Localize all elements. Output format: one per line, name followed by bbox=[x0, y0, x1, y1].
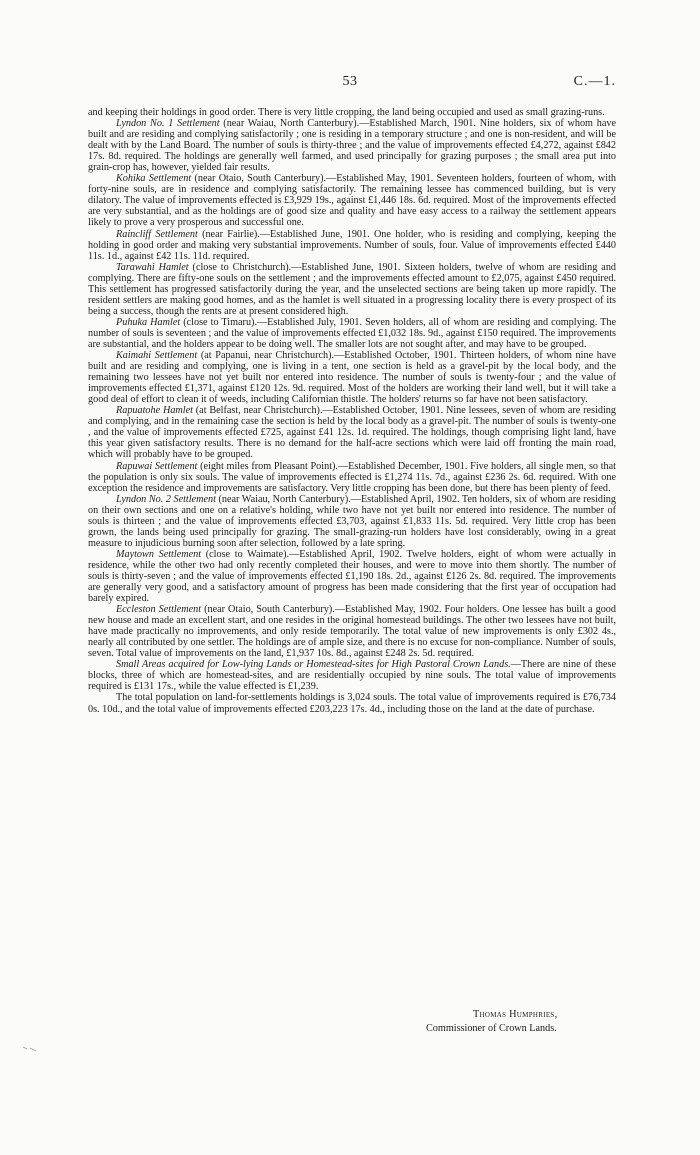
settlement-title: Raincliff Settlement bbox=[116, 228, 198, 240]
paragraph-rapuatohe: Rapuatohe Hamlet (at Belfast, near Christchurch).—Established October, 1901. Nine lessees, seven of whom are residing and complying, and in the remaining case the section is held by the local body as a gravel-pit. The number of souls is twenty-one , and the value of improvements effected £725, against £41 12s. 1d. required. The holdings, though comprising light land, have this year given satisfactory results. There is no demand for the half-acre sections which were laid off fronting the main road, which will probably have to be grouped. bbox=[88, 405, 616, 461]
page-number: 53 bbox=[342, 74, 358, 89]
document-reference: C.—1. bbox=[573, 74, 616, 89]
paragraph-kohika: Kohika Settlement (near Otaio, South Canterbury).—Established May, 1901. Seventeen holders, fourteen of whom, with forty-nine souls, are in residence and complying satisfactorily. The remaining lessee has commenced building, but is very dilatory. The value of improvements effected is £3,929 19s., against £1,446 18s. 6d. required. Most of the improvements effected are very substantial, and as the holdings are of good size and quality and have easy access to a railway the settlement appears likely to prove a very prosperous and successful one. bbox=[88, 173, 616, 229]
signatory-name: Thomas Humphries, bbox=[473, 1009, 558, 1020]
settlement-title: Puhuka Hamlet bbox=[116, 316, 181, 328]
paragraph-summary: The total population on land-for-settlements holdings is 3,024 souls. The total value of improvements required is £76,734 0s. 10d., and the total value of improvements effected £203,223 17s. 4d., including those on the land at the date of purchase. bbox=[88, 692, 616, 715]
paragraph-lyndon-2: Lyndon No. 2 Settlement (near Waiau, North Canterbury).—Established April, 1902. Ten holders, six of whom are residing on their own sections and one on a relative's holding, while two have not yet built nor entered into residence. The number of souls is thirteen ; and the value of improvements effected £3,703, against £1,833 11s. 5d. required. Very little crop has been grown, the lands being used principally for grazing. The small-grazing-run holders have lost considerably, owing in a great measure to injudicious burning soon after selection, followed by a late spring. bbox=[88, 493, 616, 549]
paragraph-raincliff: Raincliff Settlement (near Fairlie).—Established June, 1901. One holder, who is residing and complying, keeping the holding in good order and making very substantial improvements. Number of souls, four. Value of improvements effected £440 11s. 1d., against £42 11s. 11d. required. bbox=[88, 228, 617, 262]
settlement-title: Kaimahi Settlement bbox=[116, 350, 198, 362]
paragraph-tarawahi: Tarawahi Hamlet (close to Christchurch).—Established June, 1901. Sixteen holders, twelve of whom are residing and complying. There are fifty-one souls on the settlement ; and the improvements effected amount to £2,075, against £450 required. This settlement has progressed satisfactorily during the year, and the unselected sections are being taken up more rapidly. The resident settlers are making good homes, and as the hamlet is well situated in a progressing locality there is every prospect of its being a success, though the rents are at present considered high. bbox=[88, 261, 617, 317]
settlement-title: Kohika Settlement bbox=[116, 173, 192, 185]
settlement-title: Eccleston Settlement bbox=[116, 604, 202, 616]
section-title: Small Areas acquired for Low-lying Lands or Homestead-sites for High Pastoral Crown Lands. bbox=[116, 659, 511, 671]
paragraph-lyndon-1: Lyndon No. 1 Settlement (near Waiau, North Canterbury).—Established March, 1901. Nine holders, six of whom have built and are residing and complying satisfactorily ; one is residing in a temporary structure ; and one is non-resident, and will be dealt with by the Land Board. The number of souls is thirty-three ; and the value of improvements effected £4,272, against £842 17s. 8d. required. The holdings are generally well farmed, and used principally for grazing purposes ; the small area put into grain-crop has, however, yielded fair results. bbox=[88, 118, 616, 174]
paragraph-kaimahi: Kaimahi Settlement (at Papanui, near Christchurch).—Established October, 1901. Thirteen holders, of whom nine have built and are residing and complying, one is living in a tent, one section is held as a gravel-pit by the local body, and the remaining two lessees have not yet built nor entered into residence. The number of souls is twenty-four ; and the value of improvements effected £1,371, against £120 12s. 9d. required. Most of the holders are working their land well, but it will take a good deal of effort to clean it of weeds, including Californian thistle. The holders' returns so far have not been satisfactory. bbox=[88, 350, 616, 406]
body-text bbox=[88, 107, 616, 715]
settlement-title: Maytown Settlement bbox=[116, 548, 202, 560]
settlement-title: Rapuatohe Hamlet bbox=[116, 405, 193, 417]
margin-scratch-mark bbox=[22, 1046, 38, 1052]
settlement-title: Tarawahi Hamlet bbox=[116, 261, 189, 273]
paragraph-maytown: Maytown Settlement (close to Waimate).—Established April, 1902. Twelve holders, eight of whom were actually in residence, while the other two had only recently completed their houses, and were to move into them shortly. The number of souls is thirty-seven ; and the value of improvements effected £1,190 18s. 2d., against £126 2s. 8d. required. The improvements are generally very good, and a satisfactory amount of progress has been made considering that the first year of occupation had barely expired. bbox=[88, 548, 616, 605]
settlement-title: Lyndon No. 1 Settlement bbox=[116, 118, 220, 130]
signature-block bbox=[0, 1008, 700, 1048]
settlement-title: Rapuwai Settlement bbox=[116, 460, 198, 472]
signatory-title: Commissioner of Crown Lands. bbox=[426, 1023, 557, 1034]
page-header bbox=[0, 74, 700, 94]
paragraph-eccleston: Eccleston Settlement (near Otaio, South Canterbury).—Established May, 1902. Four holders. One lessee has built a good new house and made an excellent start, and one resides in the original homestead buildings. The other two lessees have not built, have made practically no improvements, and only reside temporarily. The total value of new improvements is only £302 4s., nearly all contributed by one settler. The holdings are of ample size, and there is no excuse for non-compliance. Number of souls, seven. Total value of improvements on the land, £1,937 10s. 8d., against £248 2s. 5d. required. bbox=[88, 604, 616, 660]
paragraph-small-areas: Small Areas acquired for Low-lying Lands or Homestead-sites for High Pastoral Crown Lands.—There are nine of these blocks, three of which are homestead-sites, and are residentially occupied by nine souls. The total value of improvements required is £131 17s., while the value effected is £1,239. bbox=[88, 659, 616, 693]
settlement-title: Lyndon No. 2 Settlement bbox=[116, 493, 216, 505]
paragraph-puhuka: Puhuka Hamlet (close to Timaru).—Established July, 1901. Seven holders, all of whom are residing and complying. The number of souls is seventeen ; and the value of improvements effected £1,032 18s. 9d., against £150 required. The improvements are substantial, and the holders appear to be doing well. The smaller lots are not sought after, and may have to be grouped. bbox=[88, 316, 616, 350]
paragraph-intro: and keeping their holdings in good order. There is very little cropping, the land being occupied and used as small grazing-runs. bbox=[88, 107, 605, 118]
paragraph-rapuwai: Rapuwai Settlement (eight miles from Pleasant Point).—Established December, 1901. Five holders, all single men, so that the population is only six souls. The value of improvements effected is £1,274 11s. 7d., against £236 2s. 6d. required. With one exception the residence and improvements are satisfactory. Very little cropping has been done, but there has been plenty of feed. bbox=[88, 460, 617, 494]
